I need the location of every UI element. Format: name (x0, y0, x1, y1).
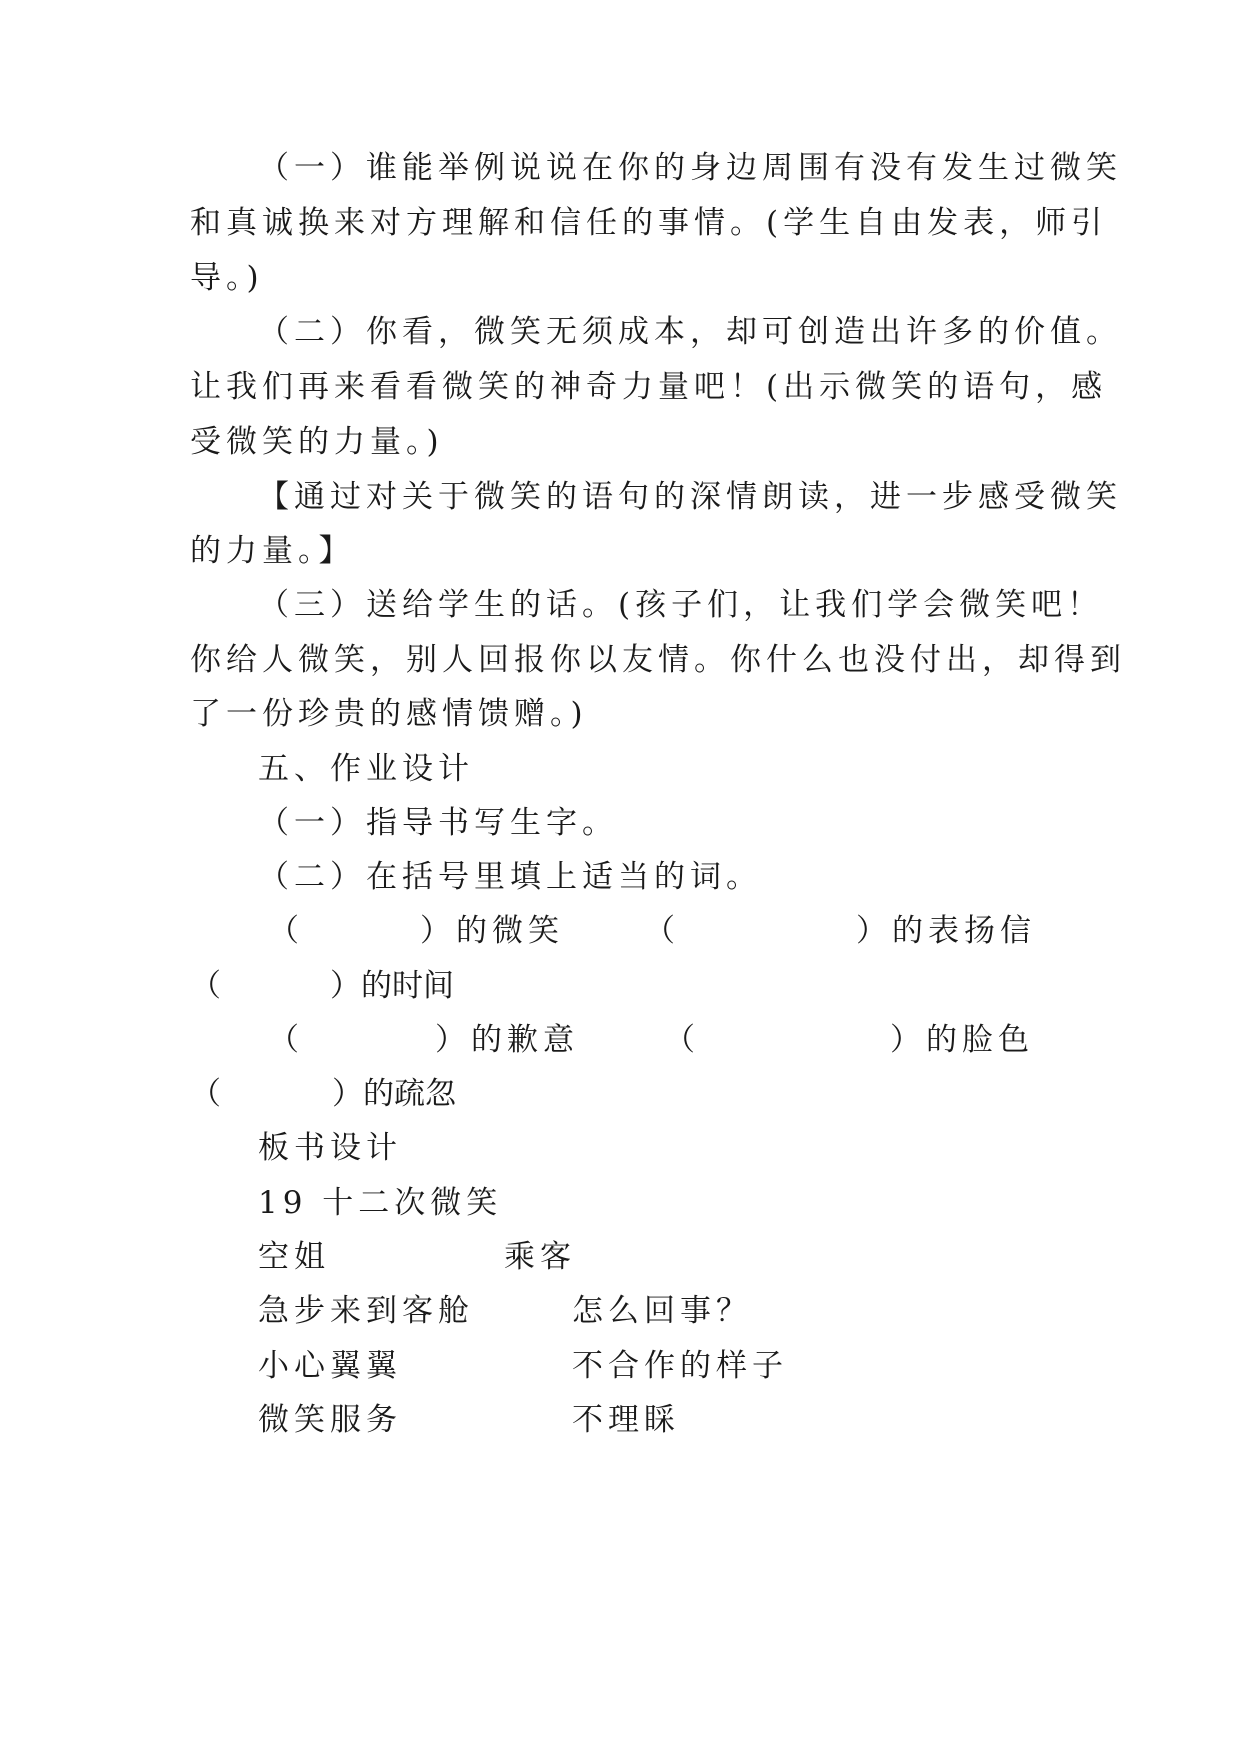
board-row-left: 小心翼翼 (258, 1348, 402, 1384)
homework-item-2: （二）在括号里填上适当的词。 (258, 859, 762, 895)
paragraph-1-line-2: 和真诚换来对方理解和信任的事情。(学生自由发表，师引 (190, 205, 1108, 241)
board-row-right: 不合作的样子 (572, 1348, 788, 1384)
board-col-right-head: 乘客 (504, 1239, 576, 1275)
blank-phrase-negligence: ）的疏忽 (332, 1076, 456, 1112)
board-row-right: 不理睬 (572, 1402, 680, 1438)
board-row-left: 急步来到客舱 (258, 1293, 474, 1329)
blank-phrase-apology: ）的歉意 (435, 1022, 579, 1058)
board-title: 板书设计 (258, 1130, 402, 1166)
paragraph-4-line-2: 你给人微笑，别人回报你以友情。你什么也没付出，却得到 (190, 642, 1126, 678)
blank-open-paren: （ (268, 1022, 299, 1058)
homework-item-1: （一）指导书写生字。 (258, 805, 618, 841)
paragraph-3-line-1: 【通过对关于微笑的语句的深情朗读，进一步感受微笑 (258, 479, 1122, 515)
paragraph-2-line-3: 受微笑的力量。) (190, 424, 444, 460)
board-lesson-title: 19 十二次微笑 (258, 1185, 503, 1221)
paragraph-1-line-3: 导。) (190, 260, 264, 296)
blank-phrase-smile: ）的微笑 (420, 913, 564, 949)
paragraph-4-line-3: 了一份珍贵的感情馈赠。) (190, 696, 588, 732)
homework-heading: 五、作业设计 (258, 751, 474, 787)
paragraph-2-line-2: 让我们再来看看微笑的神奇力量吧！(出示微笑的语句，感 (190, 369, 1108, 405)
paragraph-2-line-1: （二）你看，微笑无须成本，却可创造出许多的价值。 (258, 314, 1122, 350)
blank-open-paren: （ (268, 913, 299, 949)
paragraph-4-line-1: （三）送给学生的话。(孩子们，让我们学会微笑吧！ (258, 587, 1104, 623)
blank-open-paren: （ (190, 968, 221, 1004)
paragraph-1-line-1: （一）谁能举例说说在你的身边周围有没有发生过微笑 (258, 150, 1122, 186)
blank-phrase-time: ）的时间 (330, 968, 454, 1004)
blank-open-paren: （ (644, 913, 675, 949)
board-col-left-head: 空姐 (258, 1239, 330, 1275)
blank-open-paren: （ (190, 1076, 221, 1112)
blank-open-paren: （ (664, 1022, 695, 1058)
paragraph-3-line-2: 的力量。】 (190, 533, 355, 569)
board-row-right: 怎么回事？ (572, 1293, 752, 1329)
board-row-left: 微笑服务 (258, 1402, 402, 1438)
blank-phrase-face: ）的脸色 (890, 1022, 1034, 1058)
blank-phrase-praise-letter: ）的表扬信 (856, 913, 1036, 949)
